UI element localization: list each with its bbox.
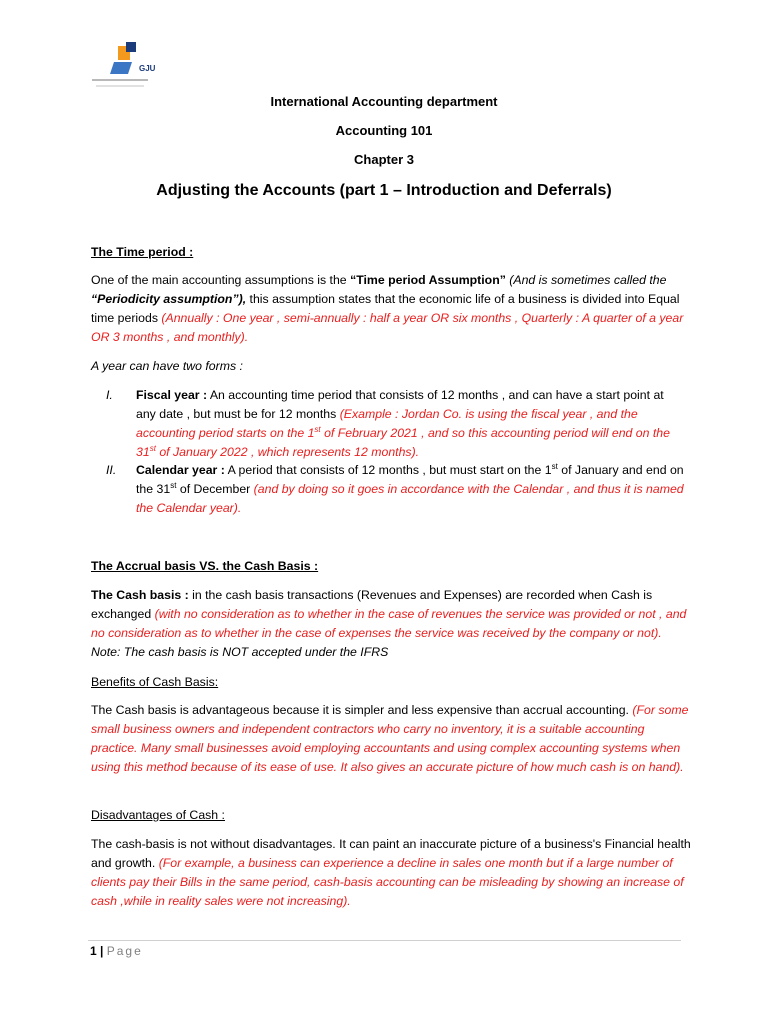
page-number: 1	[90, 944, 97, 958]
italic-run: (And is sometimes called the	[505, 273, 667, 287]
red-note: (with no consideration as to whether in the case of revenues the service was provided or not , and no consideration as to whether in the case of expenses the service was received by the company or not).	[91, 607, 687, 640]
accrual-heading: The Accrual basis VS. the Cash Basis :	[91, 559, 319, 573]
page-label: Page	[106, 944, 143, 958]
superscript: st	[170, 480, 177, 490]
text-run: The Cash basis is advantageous because it is simpler and less expensive than accrual accounting.	[91, 703, 633, 717]
list-item-calendar-year	[91, 461, 691, 521]
red-note: (For example, a business can experience a decline in sales one month but if a large number of clients pay their Bills in the same period, cash-basis accounting can be misleading by showing an increase of cash ,while in reality sales were not increasing).	[91, 856, 684, 908]
ifrs-note: Note: The cash basis is NOT accepted under the IFRS	[91, 645, 389, 659]
superscript: st	[314, 424, 321, 434]
text-run: of December	[176, 482, 254, 496]
year-forms-intro: A year can have two forms :	[91, 359, 243, 373]
red-note: of February 2021 , and so this accounting period will end on the 31	[136, 426, 670, 459]
course-heading: Accounting 101	[335, 123, 433, 138]
red-note: (Example : Jordan Co. is using the fiscal year , and the accounting period starts on the 1	[136, 407, 638, 440]
term-run: “Time period Assumption”	[350, 273, 506, 287]
list-item-fiscal-year	[91, 386, 691, 466]
disadvantages-paragraph	[91, 835, 691, 911]
text-run: The cash-basis is not without disadvantages. It can paint an inaccurate picture of a business's Financial health and growth.	[91, 837, 691, 870]
time-period-heading: The Time period :	[91, 245, 194, 259]
text-run: A period that consists of 12 months , but must start on the 1	[224, 463, 552, 477]
text-run: One of the main accounting assumptions is the	[91, 273, 351, 287]
chapter-heading: Chapter 3	[354, 152, 414, 167]
term-run: Fiscal year :	[136, 388, 208, 402]
text-run: An accounting time period that consists of 12 months , and can have a start point at any date , but must be for 12 months	[136, 388, 664, 421]
document-title: Adjusting the Accounts (part 1 – Introduction and Deferrals)	[156, 182, 612, 199]
time-period-paragraph	[91, 271, 691, 347]
superscript: st	[551, 461, 558, 471]
text-run: this assumption states that the economic life of a business is divided into Equal time periods	[91, 292, 680, 325]
logo-label: GJU	[139, 64, 156, 73]
list-body	[136, 386, 686, 462]
footer-divider	[88, 940, 681, 941]
list-number: II.	[106, 463, 117, 477]
page-footer	[90, 944, 143, 958]
red-note: (and by doing so it goes in accordance with the Calendar , and thus it is named the Calendar year).	[136, 482, 684, 515]
disadvantages-heading: Disadvantages of Cash :	[91, 808, 225, 822]
text-run: in the cash basis transactions (Revenues and Expenses) are recorded when Cash is exchanged	[91, 588, 653, 621]
department-heading: International Accounting department	[270, 94, 498, 109]
red-note: (Annually : One year , semi-annually : half a year OR six months , Quarterly : A quarter of a year OR 3 months , and monthly).	[91, 311, 684, 344]
list-number: I.	[106, 388, 113, 402]
cash-basis-paragraph	[91, 586, 691, 662]
red-note: (For some small business owners and independent contractors who carry no inventory, it is a suitable accounting practice. Many small businesses avoid employing accountants and using complex accounting systems when using this method because of its ease of use. It also gives an accurate picture of how much cash is on hand).	[91, 703, 689, 774]
benefits-heading: Benefits of Cash Basis:	[91, 675, 219, 689]
text-run: of January and end on the 31	[136, 463, 684, 496]
footer-separator: |	[96, 944, 107, 958]
benefits-paragraph	[91, 701, 691, 777]
term-run: The Cash basis :	[91, 588, 189, 602]
term-run: Calendar year :	[136, 463, 225, 477]
term-run: “Periodicity assumption”),	[91, 292, 247, 306]
superscript: st	[149, 443, 156, 453]
list-body	[136, 461, 686, 518]
red-note: of January 2022 , which represents 12 months).	[155, 445, 420, 459]
